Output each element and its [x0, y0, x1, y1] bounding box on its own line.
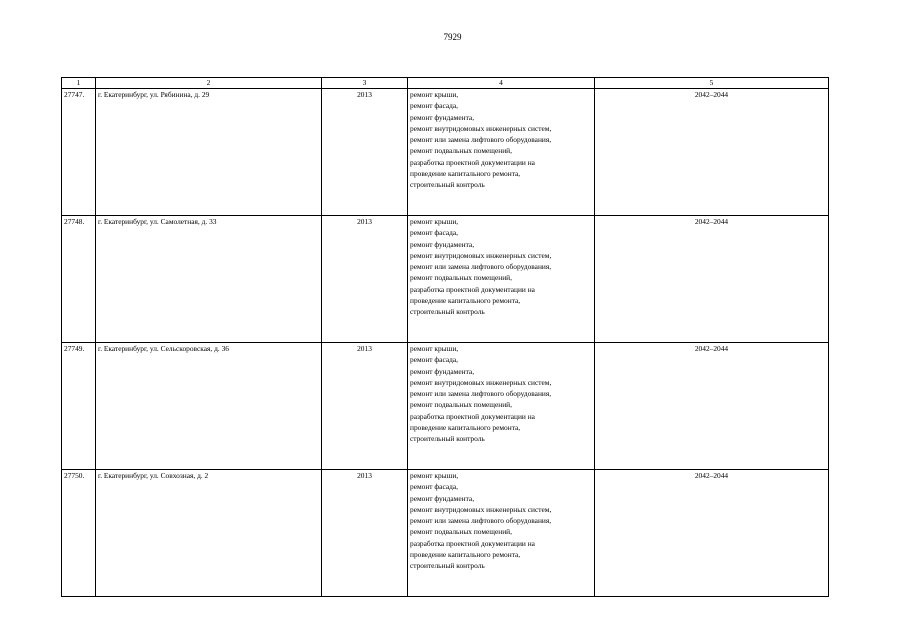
work-item: разработка проектной документации на	[410, 284, 535, 294]
work-item: ремонт крыши,	[410, 471, 459, 480]
works-list	[408, 216, 595, 343]
row-number: 27750.	[62, 470, 96, 597]
work-item: ремонт фундамента,	[410, 493, 475, 503]
work-item: ремонт или замена лифтового оборудования,	[410, 262, 552, 272]
work-item: ремонт фундамента,	[410, 239, 475, 249]
column-header-5: 5	[595, 78, 829, 89]
work-item: ремонт крыши,	[410, 90, 459, 99]
table-row	[62, 89, 829, 216]
work-item: ремонт внутридомовых инженерных систем,	[410, 377, 552, 387]
address: г. Екатеринбург, ул. Сельскоровская, д. 36	[96, 343, 322, 470]
column-header-3: 3	[322, 78, 408, 89]
year: 2013	[322, 216, 408, 343]
column-header-1: 1	[62, 78, 96, 89]
works-list	[408, 343, 595, 470]
work-item: ремонт внутридомовых инженерных систем,	[410, 123, 552, 133]
row-number: 27747.	[62, 89, 96, 216]
work-item: ремонт подвальных помещений,	[410, 273, 512, 283]
repair-schedule-table	[61, 77, 829, 597]
work-item: разработка проектной документации на	[410, 411, 535, 421]
work-item: ремонт подвальных помещений,	[410, 146, 512, 156]
work-item: ремонт крыши,	[410, 217, 459, 226]
work-item: разработка проектной документации на	[410, 157, 535, 167]
repair-period: 2042–2044	[595, 470, 829, 597]
header-row	[62, 78, 829, 89]
repair-period: 2042–2044	[595, 216, 829, 343]
work-item: ремонт фасада,	[410, 355, 458, 365]
year: 2013	[322, 89, 408, 216]
work-item: ремонт или замена лифтового оборудования,	[410, 516, 552, 526]
column-header-4: 4	[408, 78, 595, 89]
work-item: проведение капитального ремонта,	[410, 169, 521, 179]
work-item: ремонт внутридомовых инженерных систем,	[410, 250, 552, 260]
page-number: 7929	[443, 32, 462, 42]
table-body	[62, 89, 829, 597]
repair-period: 2042–2044	[595, 343, 829, 470]
works-list	[408, 89, 595, 216]
work-item: ремонт подвальных помещений,	[410, 400, 512, 410]
work-item: проведение капитального ремонта,	[410, 423, 521, 433]
year: 2013	[322, 470, 408, 597]
table-row	[62, 343, 829, 470]
work-item: строительный контроль	[410, 180, 485, 190]
work-item: разработка проектной документации на	[410, 538, 535, 548]
address: г. Екатеринбург, ул. Рябинина, д. 29	[96, 89, 322, 216]
address: г. Екатеринбург, ул. Самолетная, д. 33	[96, 216, 322, 343]
work-item: проведение капитального ремонта,	[410, 296, 521, 306]
column-header-2: 2	[96, 78, 322, 89]
row-number: 27749.	[62, 343, 96, 470]
work-item: ремонт крыши,	[410, 344, 459, 353]
work-item: ремонт внутридомовых инженерных систем,	[410, 504, 552, 514]
works-list	[408, 470, 595, 597]
work-item: ремонт фундамента,	[410, 112, 475, 122]
work-item: строительный контроль	[410, 561, 485, 571]
work-item: ремонт подвальных помещений,	[410, 527, 512, 537]
table-row	[62, 216, 829, 343]
work-item: ремонт фасада,	[410, 482, 458, 492]
work-item: ремонт фасада,	[410, 101, 458, 111]
work-item: строительный контроль	[410, 307, 485, 317]
work-item: ремонт фасада,	[410, 228, 458, 238]
table-row	[62, 470, 829, 597]
year: 2013	[322, 343, 408, 470]
work-item: ремонт фундамента,	[410, 366, 475, 376]
work-item: строительный контроль	[410, 434, 485, 444]
work-item: проведение капитального ремонта,	[410, 550, 521, 560]
row-number: 27748.	[62, 216, 96, 343]
work-item: ремонт или замена лифтового оборудования,	[410, 389, 552, 399]
work-item: ремонт или замена лифтового оборудования,	[410, 135, 552, 145]
address: г. Екатеринбург, ул. Совхозная, д. 2	[96, 470, 322, 597]
repair-period: 2042–2044	[595, 89, 829, 216]
table-header	[62, 78, 829, 89]
